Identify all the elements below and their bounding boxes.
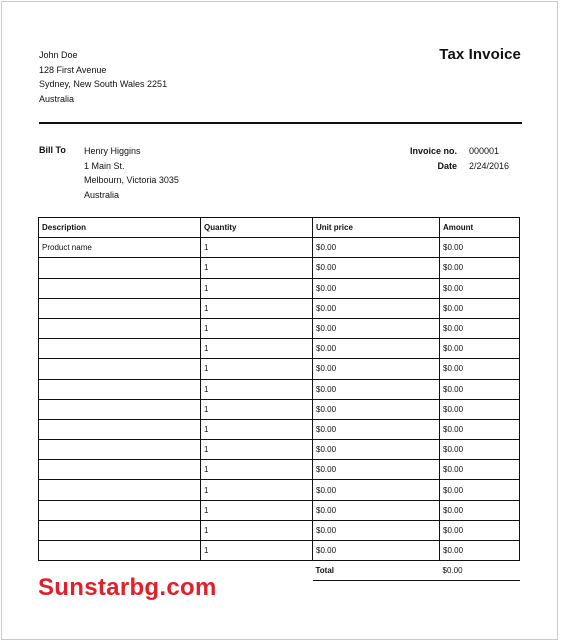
cell-unit-price: $0.00	[313, 399, 440, 419]
cell-quantity: 1	[201, 318, 313, 338]
total-label: Total	[313, 561, 440, 581]
cell-description	[39, 419, 201, 439]
cell-quantity: 1	[201, 440, 313, 460]
table-row	[39, 500, 520, 520]
table-row	[39, 541, 520, 561]
cell-amount: $0.00	[440, 399, 520, 419]
sender-city: Sydney, New South Wales 2251	[39, 79, 168, 89]
cell-unit-price: $0.00	[313, 339, 440, 359]
cell-description	[39, 541, 201, 561]
table-row	[39, 399, 520, 419]
cell-description	[39, 339, 201, 359]
total-amount: $0.00	[440, 561, 520, 581]
cell-amount: $0.00	[440, 339, 520, 359]
invoice-date-value: 2/24/2016	[469, 160, 510, 171]
cell-description	[39, 379, 201, 399]
cell-description	[39, 258, 201, 278]
cell-unit-price: $0.00	[313, 440, 440, 460]
cell-unit-price: $0.00	[313, 298, 440, 318]
cell-unit-price: $0.00	[313, 379, 440, 399]
table-row	[39, 339, 520, 359]
cell-description	[39, 318, 201, 338]
cell-amount: $0.00	[440, 419, 520, 439]
bill-to-country: Australia	[84, 189, 120, 200]
table-row	[39, 520, 520, 540]
cell-quantity: 1	[201, 541, 313, 561]
column-header-quantity: Quantity	[201, 218, 313, 238]
cell-quantity: 1	[201, 298, 313, 318]
table-row	[39, 480, 520, 500]
invoice-date-row	[382, 159, 529, 174]
cell-description	[39, 480, 201, 500]
cell-unit-price: $0.00	[313, 258, 440, 278]
table-row	[39, 278, 520, 298]
cell-unit-price: $0.00	[313, 278, 440, 298]
table-row	[39, 379, 520, 399]
cell-description	[39, 500, 201, 520]
cell-quantity: 1	[201, 520, 313, 540]
cell-amount: $0.00	[440, 460, 520, 480]
cell-unit-price: $0.00	[313, 520, 440, 540]
table-row	[39, 440, 520, 460]
cell-unit-price: $0.00	[313, 238, 440, 258]
cell-amount: $0.00	[440, 359, 520, 379]
cell-description	[39, 460, 201, 480]
cell-unit-price: $0.00	[313, 318, 440, 338]
total-spacer	[201, 561, 313, 581]
bill-to-address	[84, 144, 179, 202]
cell-description	[39, 520, 201, 540]
document-title: Tax Invoice	[439, 46, 521, 63]
cell-description	[39, 298, 201, 318]
cell-unit-price: $0.00	[313, 359, 440, 379]
cell-description	[39, 440, 201, 460]
cell-quantity: 1	[201, 419, 313, 439]
table-row	[39, 258, 520, 278]
cell-amount: $0.00	[440, 298, 520, 318]
cell-description	[39, 359, 201, 379]
invoice-number-value: 000001	[469, 146, 500, 156]
bill-to-label: Bill To	[39, 145, 66, 155]
cell-amount: $0.00	[440, 440, 520, 460]
cell-amount: $0.00	[440, 480, 520, 500]
cell-description: Product name	[39, 238, 201, 258]
cell-unit-price: $0.00	[313, 460, 440, 480]
table-row	[39, 460, 520, 480]
cell-amount: $0.00	[440, 278, 520, 298]
table-row	[39, 318, 520, 338]
invoice-number-label: Invoice no.	[409, 146, 457, 156]
sender-country: Australia	[39, 93, 75, 104]
sender-name: John Doe	[39, 50, 78, 60]
bill-to-city: Melbourn, Victoria 3035	[84, 175, 179, 185]
table-row	[39, 359, 520, 379]
line-items-table	[38, 217, 520, 581]
bill-to-name: Henry Higgins	[84, 146, 141, 156]
column-header-description: Description	[39, 218, 201, 238]
cell-quantity: 1	[201, 480, 313, 500]
sender-address	[39, 48, 167, 106]
cell-amount: $0.00	[440, 541, 520, 561]
table-header-row	[39, 218, 520, 238]
sender-street: 128 First Avenue	[39, 64, 107, 75]
table-row	[39, 298, 520, 318]
cell-quantity: 1	[201, 278, 313, 298]
cell-description	[39, 278, 201, 298]
cell-quantity: 1	[201, 258, 313, 278]
cell-amount: $0.00	[440, 500, 520, 520]
cell-amount: $0.00	[440, 238, 520, 258]
cell-quantity: 1	[201, 339, 313, 359]
cell-description	[39, 399, 201, 419]
cell-unit-price: $0.00	[313, 541, 440, 561]
cell-quantity: 1	[201, 359, 313, 379]
cell-unit-price: $0.00	[313, 419, 440, 439]
cell-amount: $0.00	[440, 318, 520, 338]
watermark-text: Sunstarbg.com	[38, 574, 217, 601]
cell-amount: $0.00	[440, 520, 520, 540]
invoice-date-label: Date	[437, 160, 457, 171]
cell-unit-price: $0.00	[313, 480, 440, 500]
invoice-number-row	[382, 144, 529, 159]
header-divider	[39, 122, 522, 124]
cell-quantity: 1	[201, 500, 313, 520]
bill-to-street: 1 Main St.	[84, 160, 125, 171]
column-header-amount: Amount	[440, 218, 520, 238]
table-row	[39, 419, 520, 439]
cell-quantity: 1	[201, 379, 313, 399]
table-row	[39, 238, 520, 258]
cell-amount: $0.00	[440, 379, 520, 399]
cell-quantity: 1	[201, 460, 313, 480]
invoice-meta	[382, 144, 529, 173]
cell-amount: $0.00	[440, 258, 520, 278]
column-header-unit-price: Unit price	[313, 218, 440, 238]
cell-quantity: 1	[201, 238, 313, 258]
cell-quantity: 1	[201, 399, 313, 419]
cell-unit-price: $0.00	[313, 500, 440, 520]
